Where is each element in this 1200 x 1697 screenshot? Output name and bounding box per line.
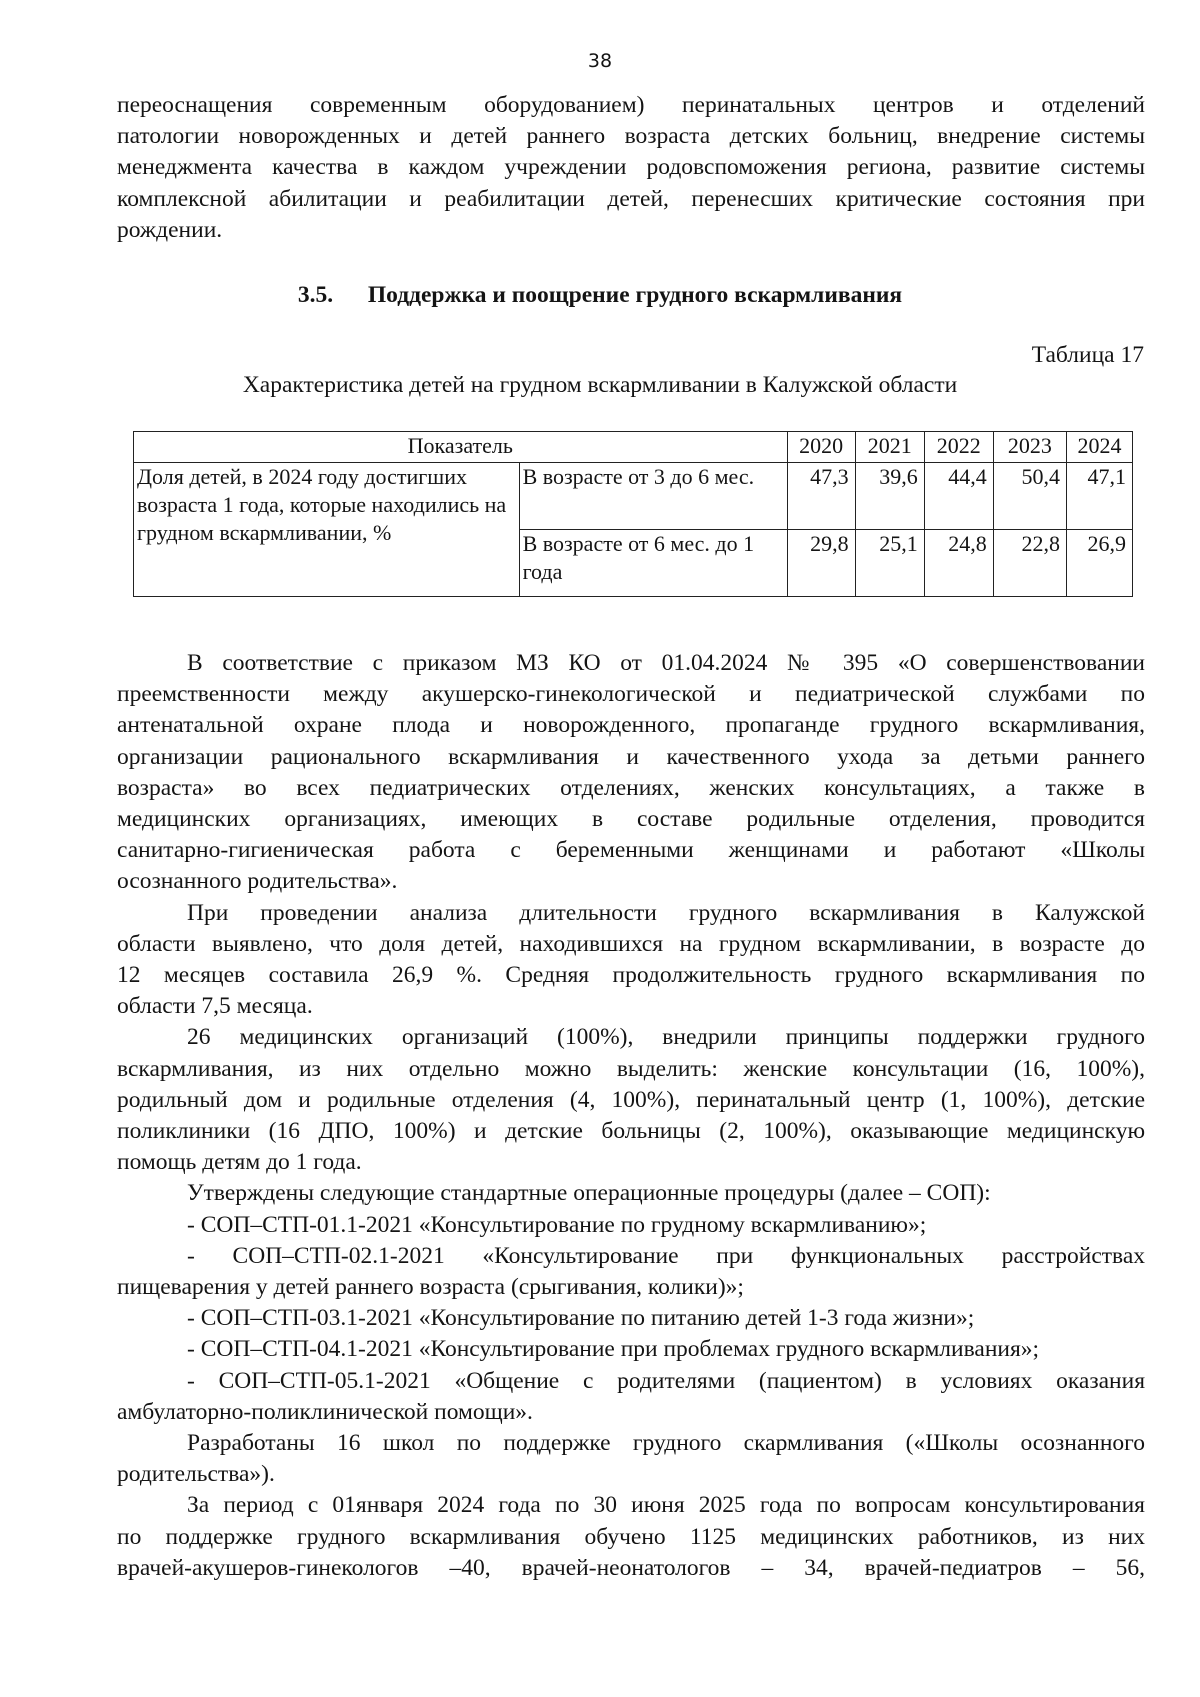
- text-line: комплексной абилитации и реабилитации детей, перенесших критические состояния при: [117, 185, 1145, 212]
- text-line: переоснащения современным оборудованием) перинатальных центров и отделений: [117, 92, 1145, 118]
- text-line: За период с 01января 2024 года по 30 июня 2025 года по вопросам консультирования: [187, 1492, 1145, 1519]
- list-item: - СОП–СТП-03.1-2021 «Консультирование по питанию детей 1-3 года жизни»;: [187, 1305, 975, 1332]
- text-line: родильный дом и родильные отделения (4, 100%), перинатальный центр (1, 100%), детские: [117, 1086, 1145, 1113]
- header-indicator: Показатель: [134, 432, 788, 463]
- text-line: области 7,5 месяца.: [117, 993, 313, 1020]
- text-line: 26 медицинских организаций (100%), внедрили принципы поддержки грудного: [187, 1024, 1145, 1051]
- header-year: 2021: [855, 432, 924, 463]
- list-item: - СОП–СТП-01.1-2021 «Консультирование по грудному вскармливанию»;: [187, 1211, 927, 1238]
- text-line: Утверждены следующие стандартные операционные процедуры (далее – СОП):: [187, 1180, 991, 1207]
- text-line: возраста» во всех педиатрических отделениях, женских консультациях, а также в: [117, 774, 1145, 801]
- table-cell: 47,1: [1066, 463, 1132, 530]
- text-line: области выявлено, что доля детей, находившихся на грудном вскармливании, в возрасте до: [117, 930, 1145, 957]
- text-line: рождении.: [117, 216, 223, 243]
- table-header-row: [134, 432, 1133, 463]
- text-line: санитарно-гигиеническая работа с беременными женщинами и работают «Школы: [117, 837, 1145, 864]
- section-number: 3.5.: [297, 282, 334, 308]
- table-label: Таблица 17: [1031, 342, 1144, 368]
- body-text: [117, 648, 1145, 1584]
- text-line: осознанного родительства».: [117, 868, 398, 895]
- table-cell: 50,4: [993, 463, 1066, 530]
- table-cell: 44,4: [924, 463, 993, 530]
- text-line: пищеварения у детей раннего возраста (срыгивания, колики)»;: [117, 1274, 744, 1301]
- header-year: 2020: [787, 432, 855, 463]
- text-line: менеджмента качества в каждом учреждении родовспоможения региона, развитие системы: [117, 154, 1145, 181]
- table-cell: 22,8: [993, 530, 1066, 597]
- section-title: Поддержка и поощрение грудного вскармливания: [367, 282, 903, 308]
- text-line: организации рационального вскармливания и качественного ухода за детьми раннего: [117, 743, 1145, 770]
- text-line: родительства»).: [117, 1461, 275, 1488]
- text-line: медицинских организациях, имеющих в составе родильные отделения, проводится: [117, 806, 1145, 833]
- header-year: 2023: [993, 432, 1066, 463]
- text-line: антенатальной охране плода и новорожденного, пропаганде грудного вскармливания,: [117, 712, 1145, 739]
- text-line: преемственности между акушерско-гинекологической и педиатрической службами по: [117, 681, 1145, 708]
- text-line: патологии новорожденных и детей раннего возраста детских больниц, внедрение системы: [117, 123, 1145, 150]
- breastfeeding-table: [133, 431, 1133, 597]
- text-line: по поддержке грудного вскармливания обучено 1125 медицинских работников, из них: [117, 1523, 1145, 1550]
- text-line: При проведении анализа длительности грудного вскармливания в Калужской: [187, 899, 1145, 926]
- row-subgroup: В возрасте от 3 до 6 мес.: [519, 463, 787, 530]
- row-subgroup: В возрасте от 6 мес. до 1 года: [519, 530, 787, 597]
- text-line: В соответствие с приказом МЗ КО от 01.04.2024 № 395 «О совершенствовании: [187, 650, 1145, 676]
- text-line: амбулаторно-поликлинической помощи».: [117, 1398, 533, 1425]
- row-group-label: Доля детей, в 2024 году достигших возраста 1 года, которые находились на грудном вскармливании, %: [134, 463, 520, 597]
- table-cell: 47,3: [787, 463, 855, 530]
- table-row: [134, 463, 1133, 530]
- text-line: врачей-акушеров-гинекологов –40, врачей-неонатологов – 34, врачей-педиатров – 56,: [117, 1554, 1145, 1581]
- list-item: - СОП–СТП-05.1-2021 «Общение с родителями (пациентом) в условиях оказания: [187, 1367, 1145, 1394]
- text-line: помощь детям до 1 года.: [117, 1149, 362, 1176]
- table-cell: 39,6: [855, 463, 924, 530]
- page-number: 38: [587, 50, 613, 72]
- header-year: 2024: [1066, 432, 1132, 463]
- text-line: вскармливания, из них отдельно можно выделить: женские консультации (16, 100%),: [117, 1055, 1145, 1082]
- header-year: 2022: [924, 432, 993, 463]
- table-cell: 29,8: [787, 530, 855, 597]
- table-cell: 26,9: [1066, 530, 1132, 597]
- text-line: 12 месяцев составила 26,9 %. Средняя продолжительность грудного вскармливания по: [117, 962, 1145, 989]
- text-line: поликлиники (16 ДПО, 100%) и детские больницы (2, 100%), оказывающие медицинскую: [117, 1118, 1145, 1145]
- list-item: - СОП–СТП-04.1-2021 «Консультирование при проблемах грудного вскармливания»;: [187, 1336, 1040, 1363]
- section-heading: [0, 280, 1200, 310]
- table-cell: 25,1: [855, 530, 924, 597]
- table-caption: Характеристика детей на грудном вскармливании в Калужской области: [242, 372, 958, 398]
- intro-paragraph: [117, 90, 1145, 246]
- text-line: Разработаны 16 школ по поддержке грудного скармливания («Школы осознанного: [187, 1430, 1145, 1457]
- table-cell: 24,8: [924, 530, 993, 597]
- list-item: - СОП–СТП-02.1-2021 «Консультирование при функциональных расстройствах: [187, 1242, 1145, 1269]
